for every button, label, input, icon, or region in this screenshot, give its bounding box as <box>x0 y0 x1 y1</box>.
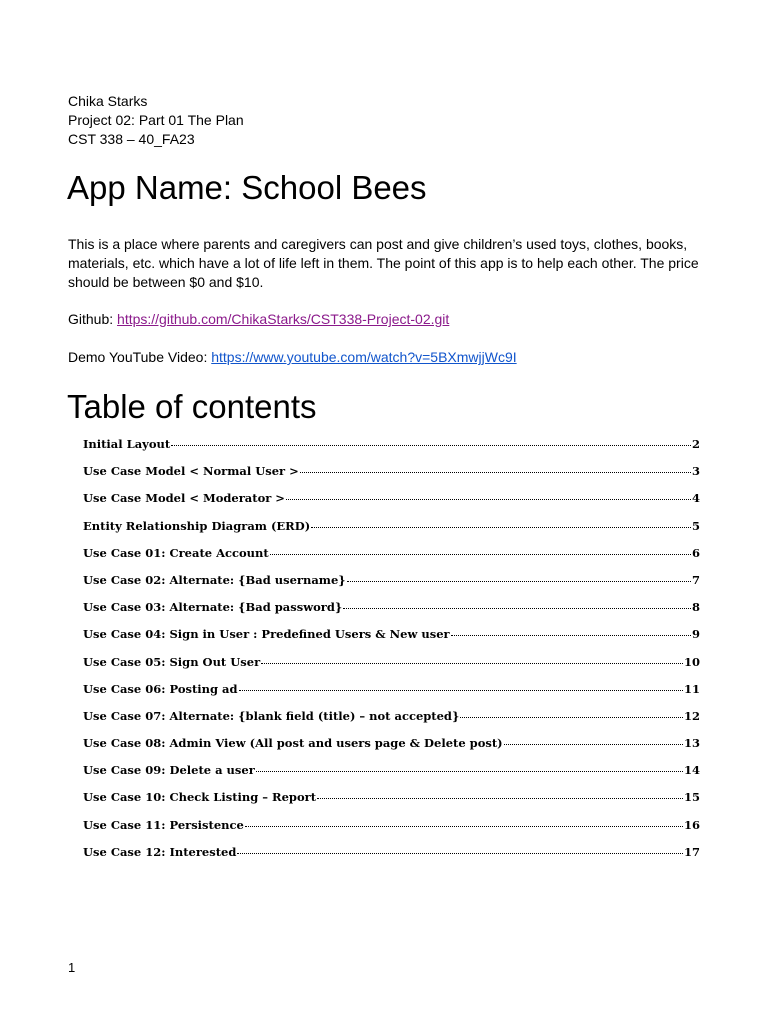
toc-entry-page: 7 <box>691 572 700 587</box>
github-link[interactable]: https://github.com/ChikaStarks/CST338-Project-02.git <box>117 311 450 327</box>
toc-entry-page: 15 <box>683 790 700 805</box>
toc-entry-use-case-07[interactable] <box>83 709 700 736</box>
toc-leader-dots <box>300 472 691 473</box>
app-description: This is a place where parents and caregivers can post and give children’s used toys, clothes, books, materials, etc. which have a lot of life left in them. The point of this app is to help each other. The price should be between $0 and $10. <box>68 236 699 290</box>
toc-entry-use-case-12[interactable] <box>83 845 700 872</box>
toc-entry-title: Use Case 04: Sign in User : Predefined Users & New user <box>83 627 450 642</box>
toc-entry-use-case-model-normal-user[interactable] <box>83 464 700 491</box>
toc-heading: Table of contents <box>67 388 317 425</box>
course-code: CST 338 – 40_FA23 <box>68 131 195 147</box>
toc-entry-page: 3 <box>691 464 700 479</box>
github-label: Github: <box>68 311 118 327</box>
toc-leader-dots <box>261 663 683 664</box>
toc-leader-dots <box>256 771 683 772</box>
toc-leader-dots <box>239 690 683 691</box>
toc-entry-use-case-09[interactable] <box>83 763 700 790</box>
toc-entry-title: Use Case 08: Admin View (All post and users page & Delete post) <box>83 736 503 751</box>
toc-entry-page: 4 <box>691 491 700 506</box>
toc-entry-page: 2 <box>691 437 700 451</box>
toc-leader-dots <box>311 527 691 528</box>
toc-entry-use-case-03[interactable] <box>83 600 700 627</box>
toc-entry-use-case-11[interactable] <box>83 818 700 845</box>
toc-leader-dots <box>171 445 691 446</box>
toc-entry-page: 13 <box>683 736 700 751</box>
toc-leader-dots <box>504 744 683 745</box>
demo-video-link[interactable]: https://www.youtube.com/watch?v=5BXmwjjWc9I <box>211 349 517 365</box>
toc-entry-title: Use Case 03: Alternate: {Bad password} <box>83 600 343 615</box>
toc-entry-title: Use Case 06: Posting ad <box>83 681 238 696</box>
author-name: Chika Starks <box>68 93 148 109</box>
toc-leader-dots <box>317 798 683 799</box>
toc-entry-page: 8 <box>691 600 700 615</box>
toc-entry-use-case-10[interactable] <box>83 790 700 817</box>
toc-leader-dots <box>343 608 691 609</box>
toc-entry-use-case-05[interactable] <box>83 655 700 682</box>
toc-entry-page: 16 <box>683 817 700 832</box>
page-number: 1 <box>68 960 76 975</box>
toc-leader-dots <box>270 554 691 555</box>
toc-entry-page: 12 <box>683 708 700 723</box>
toc-entry-page: 6 <box>691 545 700 560</box>
toc-entry-page: 14 <box>683 763 700 778</box>
toc-entry-page: 17 <box>683 844 700 859</box>
toc-entry-use-case-02[interactable] <box>83 573 700 600</box>
toc-entry-title: Use Case 11: Persistence <box>83 817 244 832</box>
toc-entry-page: 5 <box>691 518 700 533</box>
toc-entry-title: Use Case 02: Alternate: {Bad username} <box>83 572 346 587</box>
toc-leader-dots <box>245 826 683 827</box>
toc-entry-title: Use Case 05: Sign Out User <box>83 654 261 669</box>
toc-entry-page: 9 <box>691 627 700 642</box>
toc-entry-page: 11 <box>683 681 700 696</box>
toc-entry-title: Use Case 12: Interested <box>83 844 237 859</box>
toc-entry-title: Use Case 10: Check Listing – Report <box>83 790 317 805</box>
toc-leader-dots <box>286 499 691 500</box>
toc-entry-erd[interactable] <box>83 519 700 546</box>
app-title: App Name: School Bees <box>67 169 427 206</box>
toc-entry-use-case-08[interactable] <box>83 736 700 763</box>
toc-entry-use-case-04[interactable] <box>83 627 700 654</box>
demo-video-line <box>68 348 517 367</box>
toc-entry-title: Use Case Model < Moderator > <box>83 491 285 506</box>
project-title: Project 02: Part 01 The Plan <box>68 112 244 128</box>
toc-entry-title: Use Case 07: Alternate: {blank field (title) – not accepted} <box>83 708 460 723</box>
toc-entry-use-case-model-moderator[interactable] <box>83 491 700 518</box>
toc-entry-title: Entity Relationship Diagram (ERD) <box>83 518 311 533</box>
toc-leader-dots <box>460 717 683 718</box>
github-line <box>68 310 449 329</box>
toc-leader-dots <box>451 635 691 636</box>
toc-entry-use-case-01[interactable] <box>83 546 700 573</box>
toc-entry-title: Use Case 01: Create Account <box>83 545 269 560</box>
document-header <box>68 92 244 149</box>
toc-entry-initial-layout[interactable] <box>83 437 700 464</box>
toc-leader-dots <box>347 581 691 582</box>
toc-entry-title: Use Case 09: Delete a user <box>83 763 255 778</box>
demo-video-label: Demo YouTube Video: <box>68 349 212 365</box>
toc-leader-dots <box>237 853 683 854</box>
toc-entry-use-case-06[interactable] <box>83 682 700 709</box>
toc-entry-title: Use Case Model < Normal User > <box>83 464 299 479</box>
toc-entry-page: 10 <box>683 654 700 669</box>
toc-entry-title: Initial Layout <box>83 437 171 451</box>
table-of-contents <box>83 437 700 872</box>
